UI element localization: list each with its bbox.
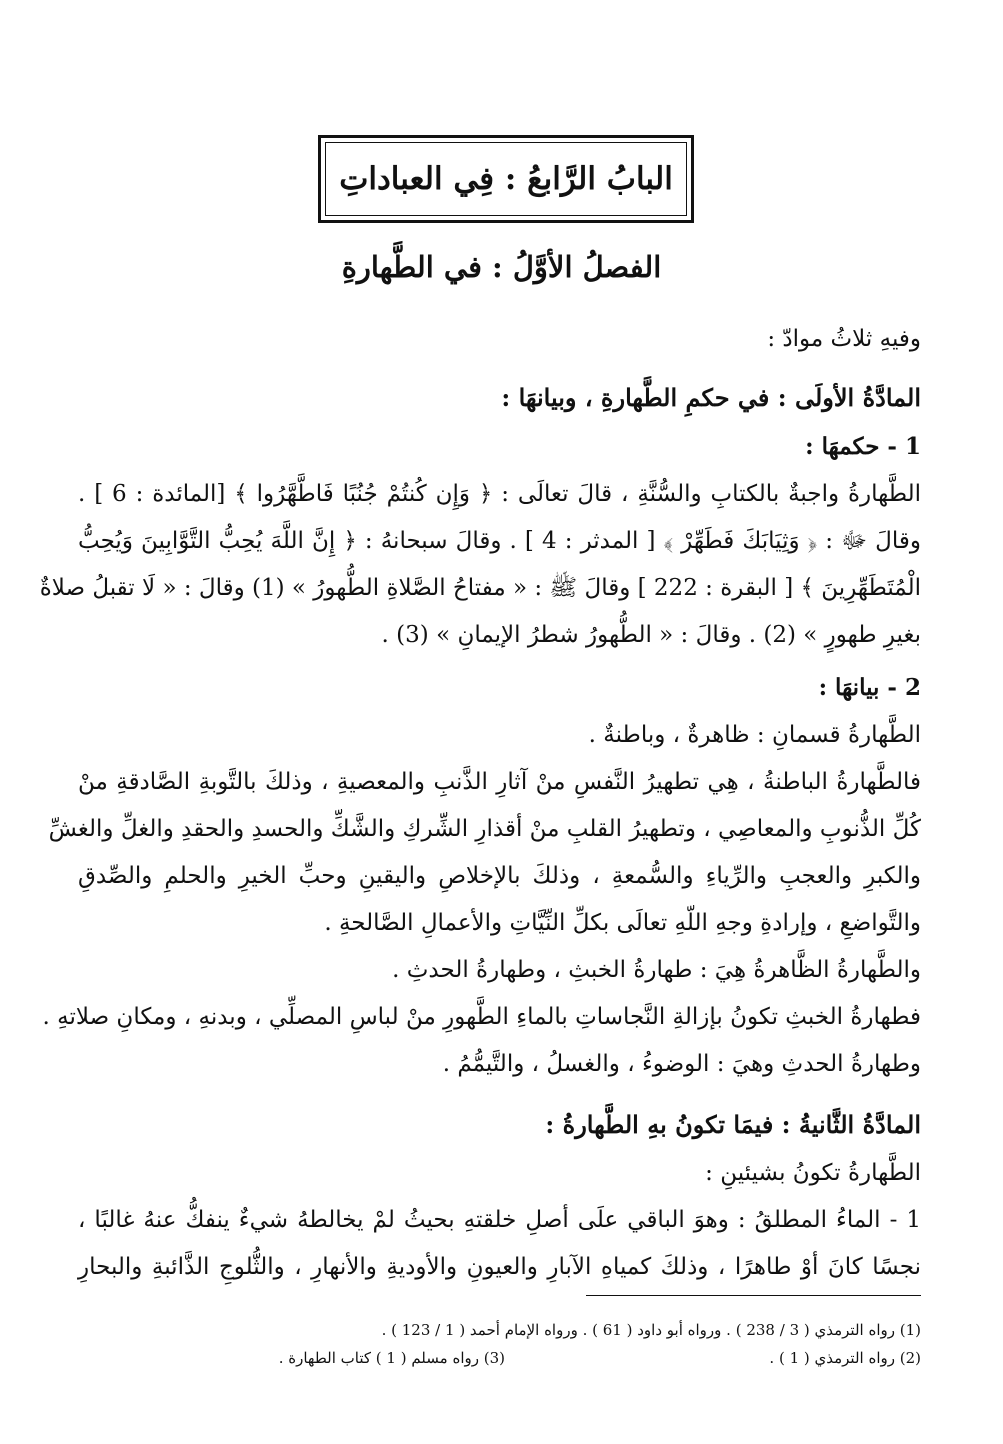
article-2-heading: المادَّةُ الثَّانيةُ : فيمَا تكونُ بهِ الطَّهارةُ : xyxy=(545,1110,921,1139)
paragraph-line: فالطَّهارةُ الباطنةُ ، هِي تطهيرُ النَّفسِ منْ آثارِ الذَّنبِ والمعصيةِ ، وذلكَ بالتَّوبةِ الصَّادقةِ منْ xyxy=(78,769,921,795)
paragraph-line: والطَّهارةُ الظَّاهرةُ هِيَ : طهارةُ الخبثِ ، وطهارةُ الحدثِ . xyxy=(392,957,921,983)
footnote-separator xyxy=(586,1295,921,1296)
paragraph-line: بغيرِ طهورٍ » (2) . وقالَ : « الطُّهورُ شطرُ الإيمانِ » (3) . xyxy=(381,622,921,648)
footnote-3: (3) رواه مسلم ( 1 ) كتاب الطهارة . xyxy=(278,1349,505,1367)
paragraph-line: والكبرِ والعجبِ والرِّياءِ والسُّمعةِ ، وذلكَ بالإخلاصِ واليقينِ وحبِّ الخيرِ والحلمِ والصِّدقِ xyxy=(78,863,921,889)
subheading-ruling: 1 - حكمهَا : xyxy=(805,433,921,460)
paragraph-line: كُلِّ الذُّنوبِ والمعاصِي ، وتطهيرُ القلبِ منْ أقذارِ الشِّركِ والشَّكِّ والحسدِ والحقدِ والغلِّ والغشِّ xyxy=(48,816,921,842)
paragraph-line: والتَّواضعِ ، وإرادةِ وجهِ اللّهِ تعالَى بكلِّ النِّيَّاتِ والأعمالِ الصَّالحةِ . xyxy=(324,910,921,936)
paragraph-line: 1 - الماءُ المطلقُ : وهوَ الباقي علَى أصلِ خلقتهِ بحيثُ لمْ يخالطهُ شيءٌ ينفكُّ عنهُ غالبًا ، xyxy=(78,1207,921,1233)
chapter-title-box xyxy=(318,135,694,223)
chapter-title: البابُ الرَّابعُ : فِي العباداتِ xyxy=(325,142,687,216)
section-title: الفصلُ الأوَّلُ : في الطَّهارةِ xyxy=(341,250,662,284)
paragraph-line: فطهارةُ الخبثِ تكونُ بإزالةِ النَّجاساتِ بالماءِ الطَّهورِ منْ لباسِ المصلِّي ، وبدنهِ ، ومكانِ صلاتهِ . xyxy=(42,1004,921,1030)
paragraph-line: وقالَ ﷻ : ﴿ وَثِيَابَكَ فَطَهِّرْ ﴾ [ المدثر : 4 ] . وقالَ سبحانهُ : ﴿ إِنَّ اللَّهَ يُحِبُّ التَّوَّابِينَ وَيُحِبُّ xyxy=(78,528,921,554)
paragraph-line: نجسًا كانَ أوْ طاهرًا ، وذلكَ كمياهِ الآبارِ والعيونِ والأوديةِ والأنهارِ ، والثُّلوجِ الذَّائبةِ والبحارِ xyxy=(78,1254,921,1280)
footnote-2: (2) رواه الترمذي ( 1 ) . xyxy=(769,1349,921,1367)
paragraph-line: الطَّهارةُ تكونُ بشيئينِ : xyxy=(705,1160,921,1186)
subheading-explanation: 2 - بيانهَا : xyxy=(818,674,921,701)
footnote-1: (1) رواه الترمذي ( 3 / 238 ) . ورواه أبو داود ( 61 ) . ورواه الإمام أحمد ( 1 / 123 ) . xyxy=(381,1321,921,1339)
paragraph-line: الطَّهارةُ قسمانِ : ظاهرةٌ ، وباطنةٌ . xyxy=(588,722,921,748)
intro-line: وفيهِ ثلاثُ موادّ : xyxy=(767,326,921,352)
paragraph-line: الْمُتَطَهِّرِينَ ﴾ [ البقرة : 222 ] وقالَ ﷺ : « مفتاحُ الصَّلاةِ الطُّهورُ » (1) وقالَ : « لَا تقبلُ صلاةٌ xyxy=(39,575,921,601)
paragraph-line: الطَّهارةُ واجبةٌ بالكتابِ والسُّنَّةِ ، قالَ تعالَى : ﴿ وَإِن كُنتُمْ جُنُبًا فَاطَّهَّرُوا ﴾ [المائدة : 6 ] . xyxy=(78,481,921,507)
article-1-heading: المادَّةُ الأولَى : في حكمِ الطَّهارةِ ، وبيانهَا : xyxy=(501,383,921,412)
paragraph-line: وطهارةُ الحدثِ وهيَ : الوضوءُ ، والغسلُ ، والتَّيمُّمُ . xyxy=(442,1051,921,1077)
